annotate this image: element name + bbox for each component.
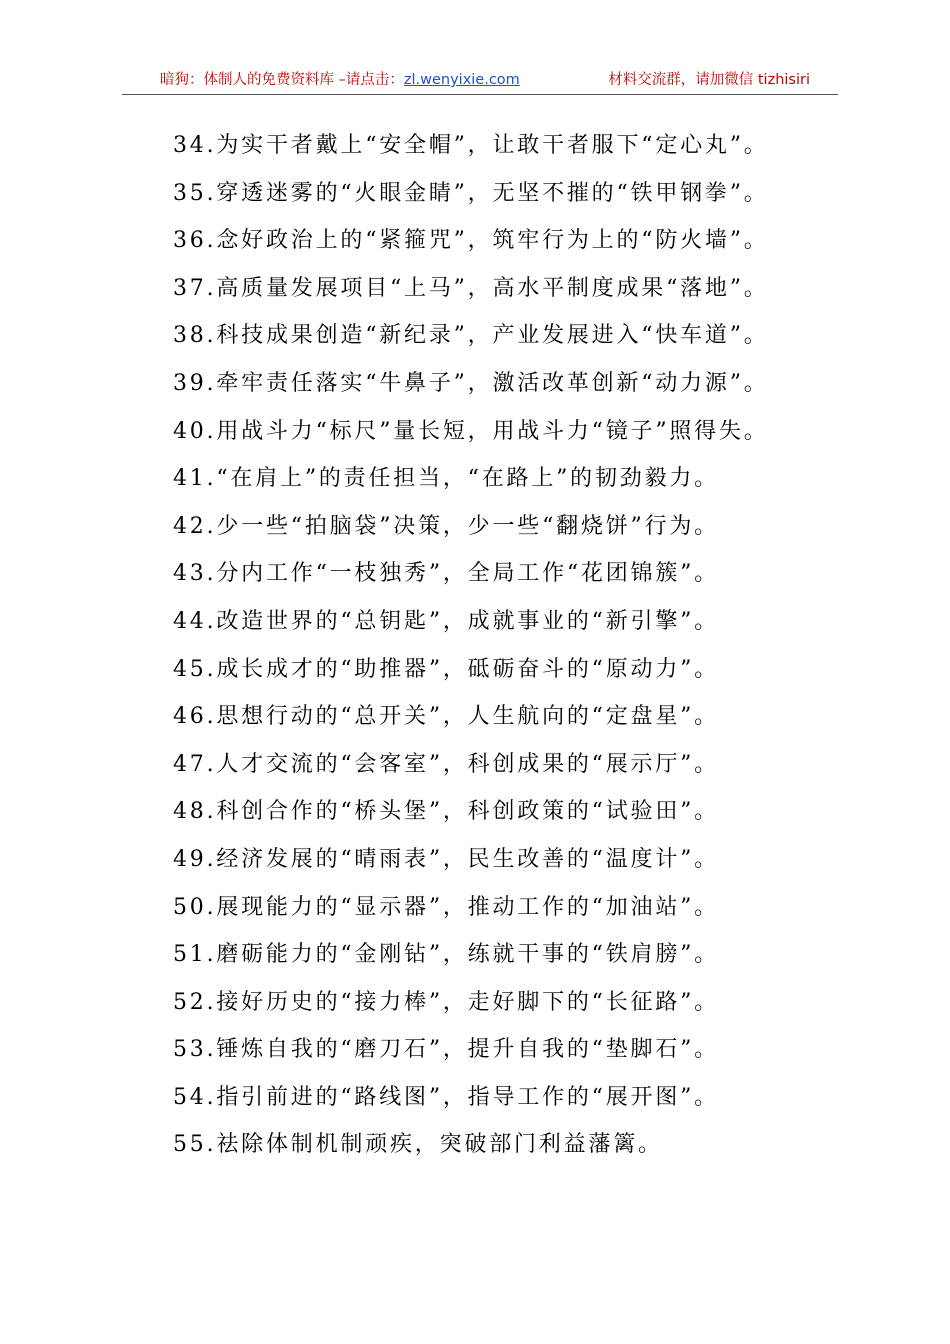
phrase-line: 55.祛除体制机制顽疾，突破部门利益藩篱。: [173, 1132, 663, 1158]
phrase-line: 35.穿透迷雾的“火眼金睛”，无坚不摧的“铁甲钢拳”。: [173, 180, 769, 206]
phrase-line: 49.经济发展的“晴雨表”，民生改善的“温度计”。: [173, 846, 719, 872]
phrase-line: 50.展现能力的“显示器”，推动工作的“加油站”。: [173, 894, 719, 920]
phrase-line: 44.改造世界的“总钥匙”，成就事业的“新引擎”。: [173, 608, 719, 634]
phrase-line: 45.成长成才的“助推器”，砥砺奋斗的“原动力”。: [173, 656, 719, 682]
header-contact-text: 材料交流群，请加微信 tizhisiri: [608, 72, 810, 88]
header-link[interactable]: zl.wenyixie.com: [403, 72, 520, 88]
phrase-line: 40.用战斗力“标尺”量长短，用战斗力“镜子”照得失。: [173, 418, 769, 444]
phrase-line: 46.思想行动的“总开关”，人生航向的“定盘星”。: [173, 704, 719, 730]
phrase-line: 36.念好政治上的“紧箍咒”，筑牢行为上的“防火墙”。: [173, 228, 769, 254]
phrase-line: 43.分内工作“一枝独秀”，全局工作“花团锦簇”。: [173, 561, 719, 587]
phrase-line: 38.科技成果创造“新纪录”，产业发展进入“快车道”。: [173, 323, 769, 349]
page-header: [122, 66, 838, 95]
phrase-list: [173, 122, 833, 1169]
header-left: [160, 66, 520, 94]
phrase-line: 41.“在肩上”的责任担当，“在路上”的韧劲毅力。: [173, 466, 719, 492]
phrase-line: 34.为实干者戴上“安全帽”，让敢干者服下“定心丸”。: [173, 133, 769, 158]
phrase-line: 37.高质量发展项目“上马”，高水平制度成果“落地”。: [173, 275, 769, 301]
phrase-line: 51.磨砺能力的“金刚钻”，练就干事的“铁肩膀”。: [173, 942, 719, 968]
phrase-line: 42.少一些“拍脑袋”决策，少一些“翻烧饼”行为。: [173, 513, 719, 539]
phrase-line: 47.人才交流的“会客室”，科创成果的“展示厅”。: [173, 751, 719, 777]
phrase-line: 52.接好历史的“接力棒”，走好脚下的“长征路”。: [173, 989, 719, 1015]
phrase-line: 54.指引前进的“路线图”，指导工作的“展开图”。: [173, 1084, 719, 1110]
header-promo-text: 暗狗：体制人的免费资料库 –请点击：: [160, 72, 404, 88]
phrase-line: 53.锤炼自我的“磨刀石”，提升自我的“垫脚石”。: [173, 1037, 719, 1063]
phrase-line: 48.科创合作的“桥头堡”，科创政策的“试验田”。: [173, 799, 719, 825]
phrase-line: 39.牵牢责任落实“牛鼻子”，激活改革创新“动力源”。: [173, 370, 769, 396]
